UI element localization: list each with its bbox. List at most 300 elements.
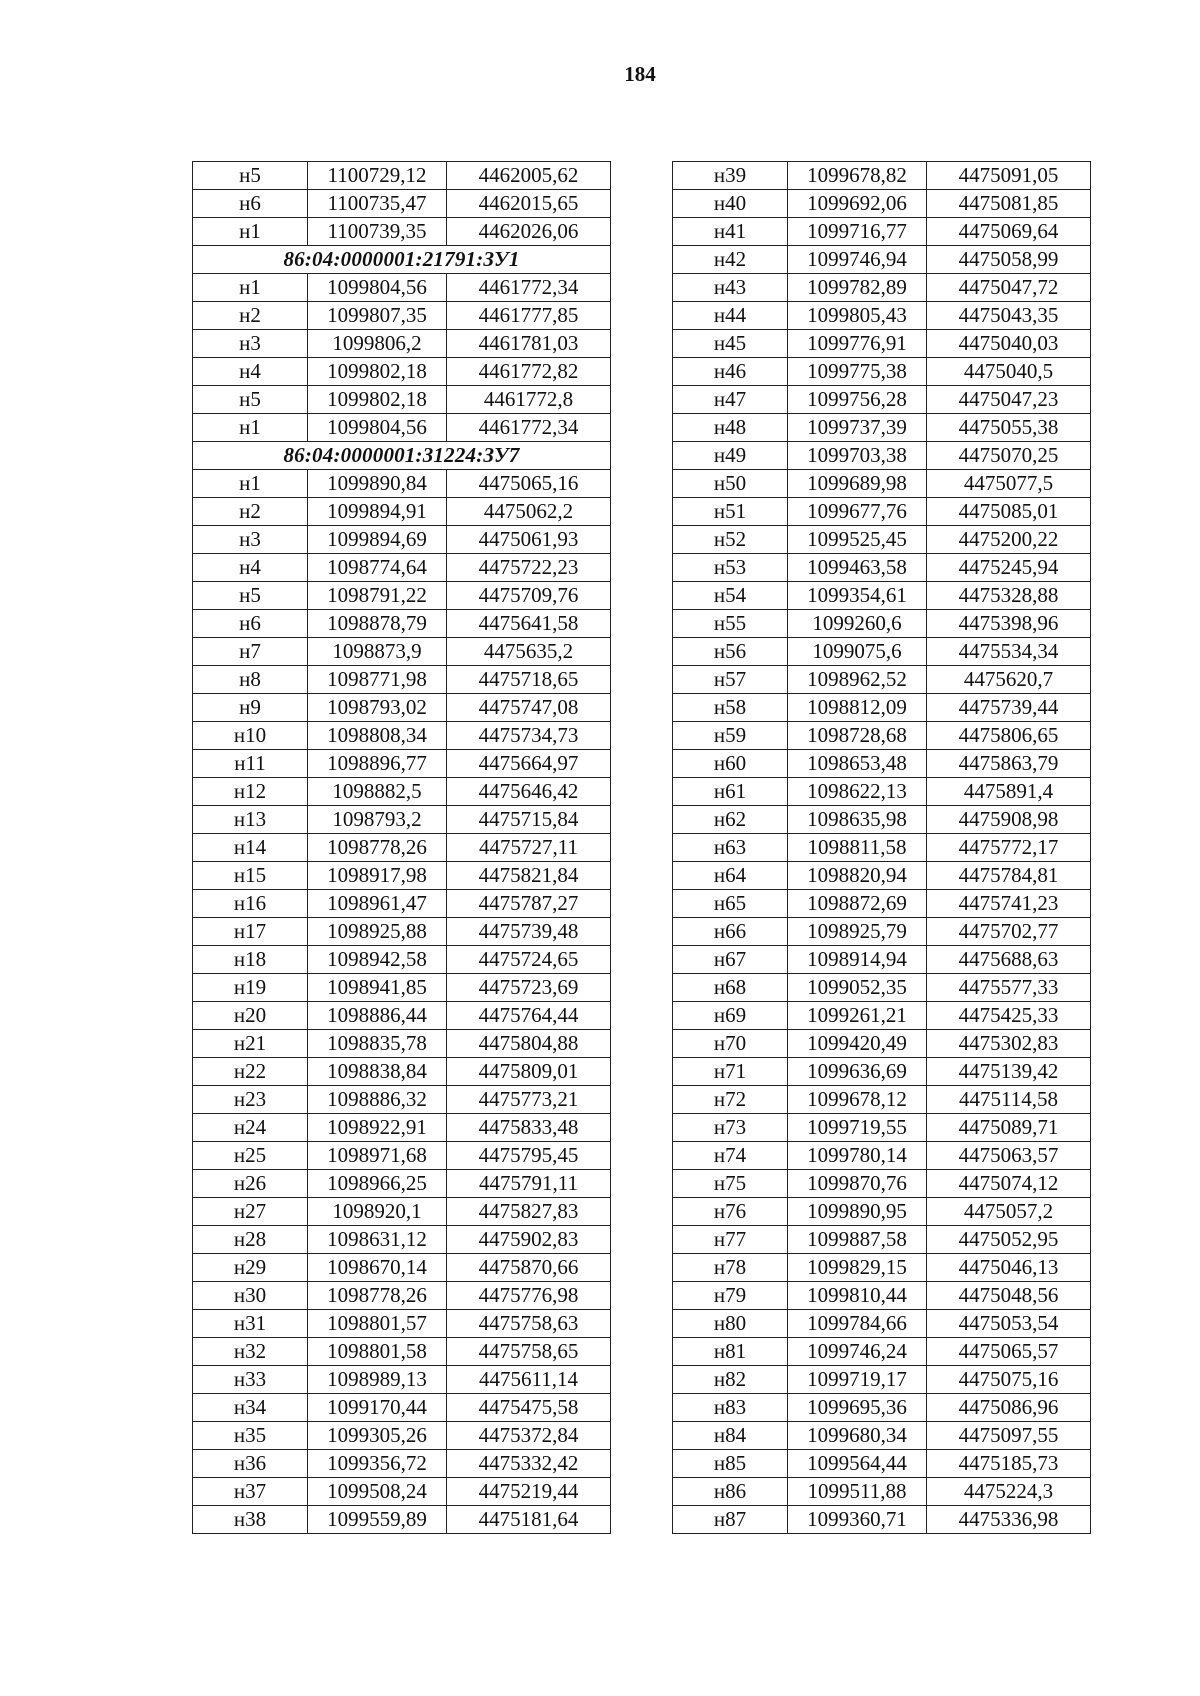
table-row [193, 1394, 611, 1422]
point-name-cell: н66 [673, 918, 788, 946]
x-coordinate-cell: 1099260,6 [788, 610, 927, 638]
table-row [673, 1282, 1091, 1310]
table-row [673, 554, 1091, 582]
x-coordinate-cell: 1099525,45 [788, 526, 927, 554]
table-row [673, 1254, 1091, 1282]
table-row [673, 358, 1091, 386]
y-coordinate-cell: 4475863,79 [927, 750, 1091, 778]
table-row [193, 1310, 611, 1338]
y-coordinate-cell: 4475724,65 [447, 946, 611, 974]
y-coordinate-cell: 4475827,83 [447, 1198, 611, 1226]
x-coordinate-cell: 1098886,44 [308, 1002, 447, 1030]
table-row [673, 1142, 1091, 1170]
table-row [193, 1198, 611, 1226]
point-name-cell: н1 [193, 274, 308, 302]
x-coordinate-cell: 1098914,94 [788, 946, 927, 974]
table-row [193, 582, 611, 610]
table-row [193, 1422, 611, 1450]
x-coordinate-cell: 1099802,18 [308, 386, 447, 414]
table-row [673, 666, 1091, 694]
x-coordinate-cell: 1098989,13 [308, 1366, 447, 1394]
point-name-cell: н64 [673, 862, 788, 890]
y-coordinate-cell: 4475040,03 [927, 330, 1091, 358]
table-row [673, 1394, 1091, 1422]
point-name-cell: н49 [673, 442, 788, 470]
table-row [673, 778, 1091, 806]
table-row [673, 834, 1091, 862]
x-coordinate-cell: 1098670,14 [308, 1254, 447, 1282]
point-name-cell: н73 [673, 1114, 788, 1142]
point-name-cell: н60 [673, 750, 788, 778]
x-coordinate-cell: 1099894,69 [308, 526, 447, 554]
point-name-cell: н3 [193, 330, 308, 358]
point-name-cell: н77 [673, 1226, 788, 1254]
point-name-cell: н50 [673, 470, 788, 498]
point-name-cell: н3 [193, 526, 308, 554]
point-name-cell: н27 [193, 1198, 308, 1226]
table-row [673, 582, 1091, 610]
table-row [193, 890, 611, 918]
y-coordinate-cell: 4475747,08 [447, 694, 611, 722]
coordinates-table-left [192, 161, 611, 1534]
table-row [673, 1506, 1091, 1534]
y-coordinate-cell: 4475328,88 [927, 582, 1091, 610]
table-row [193, 1002, 611, 1030]
x-coordinate-cell: 1098820,94 [788, 862, 927, 890]
point-name-cell: н1 [193, 414, 308, 442]
table-row [193, 526, 611, 554]
table-row [193, 1030, 611, 1058]
table-row [673, 1170, 1091, 1198]
y-coordinate-cell: 4475902,83 [447, 1226, 611, 1254]
y-coordinate-cell: 4475709,76 [447, 582, 611, 610]
table-row [193, 1114, 611, 1142]
x-coordinate-cell: 1098872,69 [788, 890, 927, 918]
table-row [193, 1058, 611, 1086]
point-name-cell: н4 [193, 554, 308, 582]
x-coordinate-cell: 1098971,68 [308, 1142, 447, 1170]
table-row [673, 946, 1091, 974]
x-coordinate-cell: 1098925,79 [788, 918, 927, 946]
x-coordinate-cell: 1098791,22 [308, 582, 447, 610]
point-name-cell: н13 [193, 806, 308, 834]
x-coordinate-cell: 1098966,25 [308, 1170, 447, 1198]
table-row [673, 694, 1091, 722]
y-coordinate-cell: 4475398,96 [927, 610, 1091, 638]
x-coordinate-cell: 1099890,84 [308, 470, 447, 498]
y-coordinate-cell: 4475332,42 [447, 1450, 611, 1478]
x-coordinate-cell: 1098882,5 [308, 778, 447, 806]
x-coordinate-cell: 1100729,12 [308, 162, 447, 190]
point-name-cell: н57 [673, 666, 788, 694]
table-row [673, 162, 1091, 190]
point-name-cell: н63 [673, 834, 788, 862]
y-coordinate-cell: 4475061,93 [447, 526, 611, 554]
point-name-cell: н42 [673, 246, 788, 274]
table-row [193, 218, 611, 246]
y-coordinate-cell: 4461772,34 [447, 414, 611, 442]
point-name-cell: н9 [193, 694, 308, 722]
table-row [673, 414, 1091, 442]
y-coordinate-cell: 4475053,54 [927, 1310, 1091, 1338]
x-coordinate-cell: 1099807,35 [308, 302, 447, 330]
y-coordinate-cell: 4475791,11 [447, 1170, 611, 1198]
x-coordinate-cell: 1098962,52 [788, 666, 927, 694]
table-row [673, 806, 1091, 834]
x-coordinate-cell: 1098653,48 [788, 750, 927, 778]
y-coordinate-cell: 4475047,23 [927, 386, 1091, 414]
point-name-cell: н48 [673, 414, 788, 442]
point-name-cell: н24 [193, 1114, 308, 1142]
table-row [193, 302, 611, 330]
y-coordinate-cell: 4475081,85 [927, 190, 1091, 218]
y-coordinate-cell: 4475063,57 [927, 1142, 1091, 1170]
x-coordinate-cell: 1098801,58 [308, 1338, 447, 1366]
x-coordinate-cell: 1099746,24 [788, 1338, 927, 1366]
x-coordinate-cell: 1098896,77 [308, 750, 447, 778]
x-coordinate-cell: 1099719,55 [788, 1114, 927, 1142]
point-name-cell: н76 [673, 1198, 788, 1226]
x-coordinate-cell: 1099508,24 [308, 1478, 447, 1506]
x-coordinate-cell: 1098622,13 [788, 778, 927, 806]
table-row [193, 834, 611, 862]
x-coordinate-cell: 1099356,72 [308, 1450, 447, 1478]
x-coordinate-cell: 1098873,9 [308, 638, 447, 666]
y-coordinate-cell: 4475688,63 [927, 946, 1091, 974]
point-name-cell: н20 [193, 1002, 308, 1030]
table-row [193, 1142, 611, 1170]
x-coordinate-cell: 1099894,91 [308, 498, 447, 526]
table-row [193, 498, 611, 526]
x-coordinate-cell: 1098961,47 [308, 890, 447, 918]
point-name-cell: н16 [193, 890, 308, 918]
y-coordinate-cell: 4475065,57 [927, 1338, 1091, 1366]
point-name-cell: н80 [673, 1310, 788, 1338]
y-coordinate-cell: 4475758,65 [447, 1338, 611, 1366]
x-coordinate-cell: 1099695,36 [788, 1394, 927, 1422]
point-name-cell: н6 [193, 190, 308, 218]
x-coordinate-cell: 1098941,85 [308, 974, 447, 1002]
y-coordinate-cell: 4475611,14 [447, 1366, 611, 1394]
table-row [193, 806, 611, 834]
point-name-cell: н53 [673, 554, 788, 582]
point-name-cell: н5 [193, 582, 308, 610]
x-coordinate-cell: 1099890,95 [788, 1198, 927, 1226]
y-coordinate-cell: 4475336,98 [927, 1506, 1091, 1534]
point-name-cell: н75 [673, 1170, 788, 1198]
y-coordinate-cell: 4475620,7 [927, 666, 1091, 694]
table-row [673, 1450, 1091, 1478]
table-row [193, 162, 611, 190]
table-row [673, 330, 1091, 358]
x-coordinate-cell: 1098635,98 [788, 806, 927, 834]
x-coordinate-cell: 1099804,56 [308, 274, 447, 302]
y-coordinate-cell: 4475741,23 [927, 890, 1091, 918]
table-row [193, 638, 611, 666]
y-coordinate-cell: 4475425,33 [927, 1002, 1091, 1030]
x-coordinate-cell: 1099170,44 [308, 1394, 447, 1422]
y-coordinate-cell: 4475821,84 [447, 862, 611, 890]
y-coordinate-cell: 4475739,48 [447, 918, 611, 946]
y-coordinate-cell: 4475758,63 [447, 1310, 611, 1338]
cadastral-number: 86:04:0000001:31224:ЗУ7 [193, 442, 611, 470]
x-coordinate-cell: 1098878,79 [308, 610, 447, 638]
point-name-cell: н7 [193, 638, 308, 666]
x-coordinate-cell: 1099703,38 [788, 442, 927, 470]
table-row [673, 750, 1091, 778]
point-name-cell: н51 [673, 498, 788, 526]
table-row [673, 190, 1091, 218]
table-row [673, 1058, 1091, 1086]
x-coordinate-cell: 1099829,15 [788, 1254, 927, 1282]
point-name-cell: н22 [193, 1058, 308, 1086]
point-name-cell: н61 [673, 778, 788, 806]
x-coordinate-cell: 1098771,98 [308, 666, 447, 694]
cadastral-number: 86:04:0000001:21791:ЗУ1 [193, 246, 611, 274]
x-coordinate-cell: 1099719,17 [788, 1366, 927, 1394]
x-coordinate-cell: 1099360,71 [788, 1506, 927, 1534]
table-row [673, 526, 1091, 554]
y-coordinate-cell: 4461781,03 [447, 330, 611, 358]
point-name-cell: н19 [193, 974, 308, 1002]
y-coordinate-cell: 4461772,34 [447, 274, 611, 302]
y-coordinate-cell: 4475772,17 [927, 834, 1091, 862]
y-coordinate-cell: 4462005,62 [447, 162, 611, 190]
y-coordinate-cell: 4475097,55 [927, 1422, 1091, 1450]
table-row [673, 470, 1091, 498]
table-row [673, 386, 1091, 414]
x-coordinate-cell: 1098886,32 [308, 1086, 447, 1114]
point-name-cell: н37 [193, 1478, 308, 1506]
point-name-cell: н71 [673, 1058, 788, 1086]
point-name-cell: н85 [673, 1450, 788, 1478]
x-coordinate-cell: 1099678,82 [788, 162, 927, 190]
point-name-cell: н55 [673, 610, 788, 638]
y-coordinate-cell: 4475577,33 [927, 974, 1091, 1002]
x-coordinate-cell: 1098631,12 [308, 1226, 447, 1254]
x-coordinate-cell: 1098778,26 [308, 1282, 447, 1310]
table-row [193, 554, 611, 582]
table-row [193, 750, 611, 778]
x-coordinate-cell: 1099677,76 [788, 498, 927, 526]
x-coordinate-cell: 1098808,34 [308, 722, 447, 750]
x-coordinate-cell: 1098917,98 [308, 862, 447, 890]
x-coordinate-cell: 1098728,68 [788, 722, 927, 750]
page-number: 184 [624, 62, 656, 86]
y-coordinate-cell: 4475702,77 [927, 918, 1091, 946]
point-name-cell: н44 [673, 302, 788, 330]
y-coordinate-cell: 4475734,73 [447, 722, 611, 750]
point-name-cell: н10 [193, 722, 308, 750]
x-coordinate-cell: 1099463,58 [788, 554, 927, 582]
point-name-cell: н68 [673, 974, 788, 1002]
table-row [673, 1310, 1091, 1338]
table-row [673, 442, 1091, 470]
table-row [193, 386, 611, 414]
point-name-cell: н45 [673, 330, 788, 358]
y-coordinate-cell: 4475739,44 [927, 694, 1091, 722]
y-coordinate-cell: 4475646,42 [447, 778, 611, 806]
table-row [673, 638, 1091, 666]
x-coordinate-cell: 1099806,2 [308, 330, 447, 358]
x-coordinate-cell: 1098801,57 [308, 1310, 447, 1338]
y-coordinate-cell: 4475833,48 [447, 1114, 611, 1142]
x-coordinate-cell: 1099746,94 [788, 246, 927, 274]
x-coordinate-cell: 1099775,38 [788, 358, 927, 386]
point-name-cell: н41 [673, 218, 788, 246]
table-body [673, 162, 1091, 1534]
table-row [193, 1506, 611, 1534]
table-row [673, 862, 1091, 890]
table-row [193, 470, 611, 498]
y-coordinate-cell: 4461772,8 [447, 386, 611, 414]
x-coordinate-cell: 1098811,58 [788, 834, 927, 862]
y-coordinate-cell: 4475718,65 [447, 666, 611, 694]
point-name-cell: н26 [193, 1170, 308, 1198]
y-coordinate-cell: 4475806,65 [927, 722, 1091, 750]
point-name-cell: н12 [193, 778, 308, 806]
x-coordinate-cell: 1098942,58 [308, 946, 447, 974]
point-name-cell: н59 [673, 722, 788, 750]
point-name-cell: н82 [673, 1366, 788, 1394]
y-coordinate-cell: 4475809,01 [447, 1058, 611, 1086]
table-row [673, 274, 1091, 302]
table-row [193, 694, 611, 722]
table-row [193, 414, 611, 442]
x-coordinate-cell: 1099737,39 [788, 414, 927, 442]
y-coordinate-cell: 4475795,45 [447, 1142, 611, 1170]
table-row [193, 722, 611, 750]
point-name-cell: н74 [673, 1142, 788, 1170]
cadastral-number-row [193, 442, 611, 470]
point-name-cell: н14 [193, 834, 308, 862]
point-name-cell: н35 [193, 1422, 308, 1450]
x-coordinate-cell: 1099784,66 [788, 1310, 927, 1338]
point-name-cell: н78 [673, 1254, 788, 1282]
point-name-cell: н28 [193, 1226, 308, 1254]
table-row [193, 666, 611, 694]
point-name-cell: н2 [193, 498, 308, 526]
y-coordinate-cell: 4475058,99 [927, 246, 1091, 274]
y-coordinate-cell: 4475870,66 [447, 1254, 611, 1282]
y-coordinate-cell: 4475641,58 [447, 610, 611, 638]
table-row [193, 1254, 611, 1282]
y-coordinate-cell: 4475475,58 [447, 1394, 611, 1422]
y-coordinate-cell: 4475065,16 [447, 470, 611, 498]
y-coordinate-cell: 4461772,82 [447, 358, 611, 386]
point-name-cell: н84 [673, 1422, 788, 1450]
table-row [193, 862, 611, 890]
y-coordinate-cell: 4475139,42 [927, 1058, 1091, 1086]
y-coordinate-cell: 4475047,72 [927, 274, 1091, 302]
point-name-cell: н8 [193, 666, 308, 694]
table-row [673, 1114, 1091, 1142]
y-coordinate-cell: 4475048,56 [927, 1282, 1091, 1310]
point-name-cell: н5 [193, 162, 308, 190]
table-row [193, 1086, 611, 1114]
y-coordinate-cell: 4475302,83 [927, 1030, 1091, 1058]
x-coordinate-cell: 1099782,89 [788, 274, 927, 302]
x-coordinate-cell: 1098778,26 [308, 834, 447, 862]
table-row [673, 1422, 1091, 1450]
y-coordinate-cell: 4475764,44 [447, 1002, 611, 1030]
y-coordinate-cell: 4462026,06 [447, 218, 611, 246]
table-row [193, 1170, 611, 1198]
table-row [193, 358, 611, 386]
y-coordinate-cell: 4475070,25 [927, 442, 1091, 470]
x-coordinate-cell: 1099075,6 [788, 638, 927, 666]
x-coordinate-cell: 1099804,56 [308, 414, 447, 442]
x-coordinate-cell: 1098920,1 [308, 1198, 447, 1226]
table-row [673, 302, 1091, 330]
x-coordinate-cell: 1099261,21 [788, 1002, 927, 1030]
y-coordinate-cell: 4475069,64 [927, 218, 1091, 246]
table-row [673, 1338, 1091, 1366]
x-coordinate-cell: 1098812,09 [788, 694, 927, 722]
point-name-cell: н11 [193, 750, 308, 778]
y-coordinate-cell: 4475075,16 [927, 1366, 1091, 1394]
y-coordinate-cell: 4475185,73 [927, 1450, 1091, 1478]
table-row [673, 1198, 1091, 1226]
table-row [193, 274, 611, 302]
y-coordinate-cell: 4475219,44 [447, 1478, 611, 1506]
y-coordinate-cell: 4475062,2 [447, 498, 611, 526]
x-coordinate-cell: 1099305,26 [308, 1422, 447, 1450]
x-coordinate-cell: 1100735,47 [308, 190, 447, 218]
y-coordinate-cell: 4475784,81 [927, 862, 1091, 890]
y-coordinate-cell: 4475052,95 [927, 1226, 1091, 1254]
x-coordinate-cell: 1099680,34 [788, 1422, 927, 1450]
point-name-cell: н30 [193, 1282, 308, 1310]
x-coordinate-cell: 1099564,44 [788, 1450, 927, 1478]
y-coordinate-cell: 4475723,69 [447, 974, 611, 1002]
point-name-cell: н58 [673, 694, 788, 722]
table-row [673, 498, 1091, 526]
table-row [193, 974, 611, 1002]
y-coordinate-cell: 4475074,12 [927, 1170, 1091, 1198]
point-name-cell: н21 [193, 1030, 308, 1058]
y-coordinate-cell: 4475727,11 [447, 834, 611, 862]
table-row [193, 610, 611, 638]
point-name-cell: н2 [193, 302, 308, 330]
table-row [673, 1002, 1091, 1030]
point-name-cell: н40 [673, 190, 788, 218]
x-coordinate-cell: 1099559,89 [308, 1506, 447, 1534]
y-coordinate-cell: 4462015,65 [447, 190, 611, 218]
point-name-cell: н38 [193, 1506, 308, 1534]
x-coordinate-cell: 1099780,14 [788, 1142, 927, 1170]
point-name-cell: н52 [673, 526, 788, 554]
table-row [193, 918, 611, 946]
point-name-cell: н69 [673, 1002, 788, 1030]
table-body [193, 162, 611, 1534]
point-name-cell: н18 [193, 946, 308, 974]
table-row [193, 778, 611, 806]
table-row [193, 1450, 611, 1478]
point-name-cell: н87 [673, 1506, 788, 1534]
y-coordinate-cell: 4475114,58 [927, 1086, 1091, 1114]
x-coordinate-cell: 1099636,69 [788, 1058, 927, 1086]
table-row [193, 330, 611, 358]
point-name-cell: н54 [673, 582, 788, 610]
point-name-cell: н56 [673, 638, 788, 666]
y-coordinate-cell: 4475787,27 [447, 890, 611, 918]
point-name-cell: н81 [673, 1338, 788, 1366]
coordinates-table-right [672, 161, 1091, 1534]
table-row [193, 190, 611, 218]
table-row [193, 1338, 611, 1366]
y-coordinate-cell: 4475086,96 [927, 1394, 1091, 1422]
